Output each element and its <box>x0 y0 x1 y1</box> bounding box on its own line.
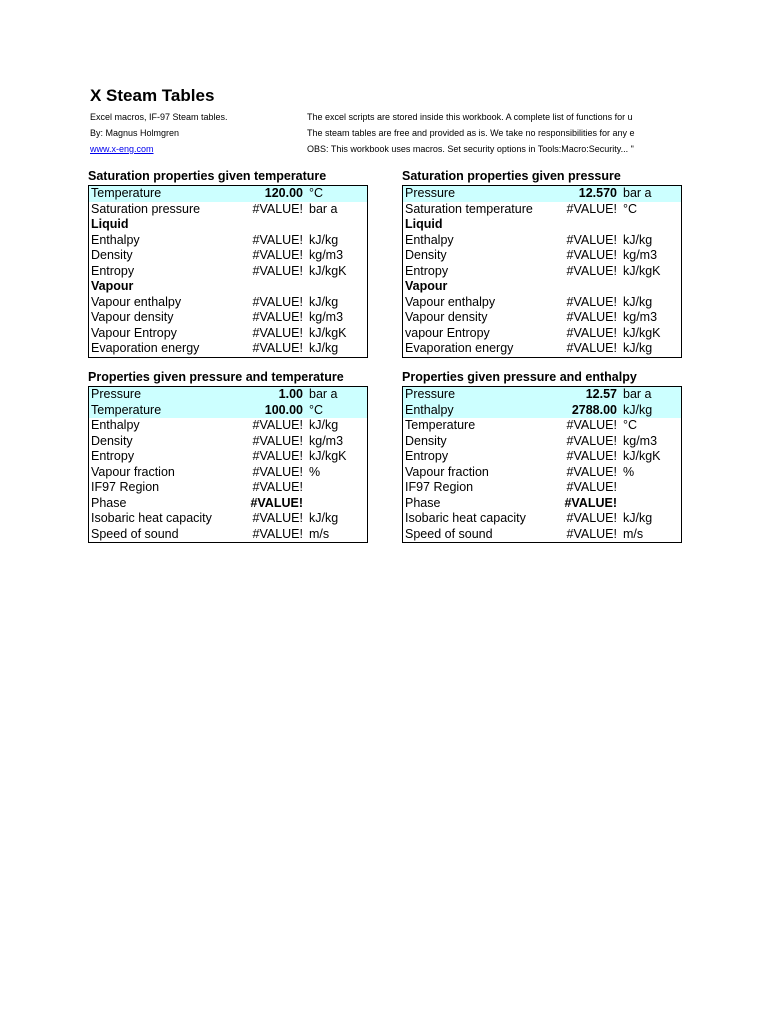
value-cell: #VALUE! <box>252 310 303 324</box>
unit-cell: °C <box>623 418 638 432</box>
value-cell: #VALUE! <box>252 248 303 262</box>
unit-cell <box>617 217 681 233</box>
pt-table <box>88 386 368 543</box>
unit-cell: bar a <box>623 186 652 200</box>
value-cell: #VALUE! <box>566 449 617 463</box>
value-cell: #VALUE! <box>252 464 303 479</box>
value-cell: #VALUE! <box>566 325 617 340</box>
table-row <box>403 387 681 403</box>
unit-cell: kJ/kg <box>623 511 653 525</box>
input-value-cell[interactable]: 12.570 <box>578 186 617 200</box>
row-label: Evaporation energy <box>405 341 514 355</box>
input-value-cell[interactable]: 120.00 <box>264 186 303 200</box>
sat-temp-title: Saturation properties given temperature <box>88 169 327 183</box>
meta-left <box>90 112 300 160</box>
value-cell: #VALUE! <box>252 263 303 278</box>
row-label: Vapour <box>91 279 134 293</box>
unit-cell: bar a <box>309 201 338 216</box>
unit-cell: kg/m3 <box>309 310 344 324</box>
row-label: Liquid <box>91 217 129 231</box>
row-label: Evaporation energy <box>91 341 200 355</box>
table-row <box>403 264 681 280</box>
table-row <box>89 449 367 465</box>
table-row <box>403 341 681 357</box>
table-row <box>403 496 681 512</box>
pt-block <box>88 369 368 543</box>
unit-cell: kJ/kg <box>309 294 339 309</box>
value-cell: #VALUE! <box>252 294 303 309</box>
row-label: Vapour <box>405 279 448 293</box>
meta-description: Excel macros, IF-97 Steam tables. <box>90 112 228 122</box>
table-row <box>403 233 681 249</box>
value-cell: #VALUE! <box>566 418 617 432</box>
meta-note-disclaimer: The steam tables are free and provided as is. We take no responsibilities for any e <box>307 128 635 138</box>
table-row <box>89 202 367 218</box>
unit-cell: m/s <box>309 526 330 541</box>
row-label: Vapour density <box>405 310 488 324</box>
row-label: Pressure <box>405 387 456 401</box>
unit-cell: % <box>309 464 321 479</box>
pt-title: Properties given pressure and temperature <box>88 370 344 384</box>
row-label: Vapour Entropy <box>91 325 177 340</box>
value-cell: #VALUE! <box>250 495 303 510</box>
unit-cell: kJ/kgK <box>309 325 347 340</box>
unit-cell <box>303 496 367 512</box>
value-cell: #VALUE! <box>252 201 303 216</box>
row-label: Isobaric heat capacity <box>91 511 212 525</box>
unit-cell <box>617 496 681 512</box>
value-cell: #VALUE! <box>252 480 303 494</box>
table-row <box>89 233 367 249</box>
value-cell: #VALUE! <box>252 449 303 463</box>
sat-press-table <box>402 185 682 358</box>
row-label: Pressure <box>91 387 142 401</box>
meta-author: By: Magnus Holmgren <box>90 128 180 138</box>
sat-temp-table <box>88 185 368 358</box>
table-row <box>89 387 367 403</box>
row-label: Saturation temperature <box>405 201 533 216</box>
value-cell <box>239 279 303 295</box>
row-label: Density <box>405 248 447 262</box>
row-label: Temperature <box>91 186 162 200</box>
value-cell: #VALUE! <box>566 310 617 324</box>
value-cell: #VALUE! <box>566 294 617 309</box>
table-row <box>403 449 681 465</box>
value-cell: #VALUE! <box>564 495 617 510</box>
table-row <box>89 511 367 527</box>
table-row <box>89 403 367 419</box>
row-label: IF97 Region <box>91 480 160 494</box>
table-row <box>89 341 367 357</box>
row-label: Saturation pressure <box>91 201 201 216</box>
row-label: Enthalpy <box>405 402 454 417</box>
value-cell: #VALUE! <box>566 526 617 541</box>
value-cell: #VALUE! <box>566 480 617 494</box>
value-cell: #VALUE! <box>566 464 617 479</box>
row-label: Isobaric heat capacity <box>405 511 526 525</box>
row-label: Vapour fraction <box>91 464 175 479</box>
row-label: Liquid <box>405 217 443 231</box>
row-label: Pressure <box>405 186 456 200</box>
table-row <box>89 434 367 450</box>
row-label: vapour Entropy <box>405 325 490 340</box>
unit-cell: kg/m3 <box>623 433 658 448</box>
table-row <box>89 295 367 311</box>
value-cell: #VALUE! <box>252 325 303 340</box>
row-label: Phase <box>405 495 441 510</box>
value-cell <box>553 279 617 295</box>
table-row <box>403 511 681 527</box>
table-row <box>403 418 681 434</box>
table-row <box>89 480 367 496</box>
row-label: Speed of sound <box>91 526 179 541</box>
input-value-cell[interactable]: 1.00 <box>278 387 303 401</box>
page-title: X Steam Tables <box>90 86 215 105</box>
value-cell <box>239 217 303 233</box>
unit-cell: kJ/kg <box>309 418 339 432</box>
ph-block <box>402 369 682 543</box>
input-value-cell[interactable]: 100.00 <box>264 402 303 417</box>
unit-cell: kg/m3 <box>623 248 658 262</box>
unit-cell <box>303 279 367 295</box>
value-cell: #VALUE! <box>566 201 617 216</box>
unit-cell: kJ/kg <box>623 341 653 355</box>
table-row <box>403 295 681 311</box>
row-label: Temperature <box>91 402 162 417</box>
value-cell <box>553 217 617 233</box>
row-label: Density <box>405 433 447 448</box>
table-row <box>403 310 681 326</box>
website-link[interactable]: www.x-eng.com <box>90 144 154 154</box>
unit-cell: kJ/kgK <box>309 263 347 278</box>
unit-cell: °C <box>309 186 324 200</box>
unit-cell: kg/m3 <box>309 248 344 262</box>
value-cell: #VALUE! <box>252 232 303 247</box>
meta-note-macros: OBS: This workbook uses macros. Set security options in Tools:Macro:Security... " <box>307 144 634 154</box>
table-row <box>403 434 681 450</box>
ph-title: Properties given pressure and enthalpy <box>402 370 637 384</box>
meta-note-scripts: The excel scripts are stored inside this workbook. A complete list of functions for u <box>307 112 633 122</box>
row-label: Vapour enthalpy <box>91 294 182 309</box>
row-label: Density <box>91 433 133 448</box>
row-label: Vapour density <box>91 310 174 324</box>
table-row <box>89 527 367 543</box>
input-value-cell[interactable]: 12.57 <box>585 387 617 401</box>
table-row <box>403 403 681 419</box>
table-row <box>403 480 681 496</box>
input-value-cell[interactable]: 2788.00 <box>571 402 617 417</box>
table-row <box>89 418 367 434</box>
table-row <box>89 465 367 481</box>
unit-cell: kg/m3 <box>623 310 658 324</box>
row-label: Enthalpy <box>91 418 140 432</box>
row-label: Speed of sound <box>405 526 493 541</box>
unit-cell <box>303 480 367 496</box>
table-row <box>89 264 367 280</box>
row-label: Density <box>91 248 133 262</box>
row-label: Vapour enthalpy <box>405 294 496 309</box>
section-header-row <box>403 217 681 233</box>
row-label: Enthalpy <box>91 232 140 247</box>
unit-cell: kJ/kg <box>309 341 339 355</box>
table-row <box>89 326 367 342</box>
unit-cell: kJ/kgK <box>623 263 661 278</box>
unit-cell <box>617 480 681 496</box>
row-label: Enthalpy <box>405 232 454 247</box>
unit-cell: °C <box>309 402 324 417</box>
ph-table <box>402 386 682 543</box>
value-cell: #VALUE! <box>566 433 617 448</box>
unit-cell: bar a <box>623 387 652 401</box>
table-row <box>403 465 681 481</box>
unit-cell <box>303 217 367 233</box>
unit-cell: kJ/kgK <box>309 449 347 463</box>
value-cell: #VALUE! <box>252 341 303 355</box>
table-row <box>403 527 681 543</box>
unit-cell: kg/m3 <box>309 433 344 448</box>
table-row <box>89 186 367 202</box>
unit-cell: kJ/kg <box>623 402 653 417</box>
table-row <box>89 496 367 512</box>
row-label: Temperature <box>405 418 476 432</box>
value-cell: #VALUE! <box>566 232 617 247</box>
value-cell: #VALUE! <box>252 433 303 448</box>
unit-cell: % <box>623 464 635 479</box>
row-label: IF97 Region <box>405 480 474 494</box>
unit-cell: kJ/kg <box>623 294 653 309</box>
unit-cell: kJ/kg <box>623 232 653 247</box>
table-row <box>89 248 367 264</box>
unit-cell: kJ/kgK <box>623 325 661 340</box>
row-label: Vapour fraction <box>405 464 489 479</box>
unit-cell: m/s <box>623 526 644 541</box>
value-cell: #VALUE! <box>566 341 617 355</box>
meta-right <box>307 112 682 160</box>
table-row <box>403 326 681 342</box>
sat-temp-block <box>88 168 368 358</box>
table-row <box>403 202 681 218</box>
unit-cell: kJ/kg <box>309 511 339 525</box>
section-header-row <box>403 279 681 295</box>
section-header-row <box>89 279 367 295</box>
value-cell: #VALUE! <box>252 526 303 541</box>
sat-press-block <box>402 168 682 358</box>
table-row <box>89 310 367 326</box>
row-label: Entropy <box>405 449 449 463</box>
row-label: Entropy <box>91 263 135 278</box>
unit-cell: kJ/kgK <box>623 449 661 463</box>
unit-cell: kJ/kg <box>309 232 339 247</box>
unit-cell <box>617 279 681 295</box>
unit-cell: °C <box>623 201 638 216</box>
value-cell: #VALUE! <box>252 511 303 525</box>
value-cell: #VALUE! <box>566 511 617 525</box>
row-label: Entropy <box>91 449 135 463</box>
row-label: Entropy <box>405 263 449 278</box>
table-row <box>403 186 681 202</box>
value-cell: #VALUE! <box>252 418 303 432</box>
row-label: Phase <box>91 495 127 510</box>
unit-cell: bar a <box>309 387 338 401</box>
section-header-row <box>89 217 367 233</box>
value-cell: #VALUE! <box>566 248 617 262</box>
table-row <box>403 248 681 264</box>
value-cell: #VALUE! <box>566 263 617 278</box>
sat-press-title: Saturation properties given pressure <box>402 169 621 183</box>
